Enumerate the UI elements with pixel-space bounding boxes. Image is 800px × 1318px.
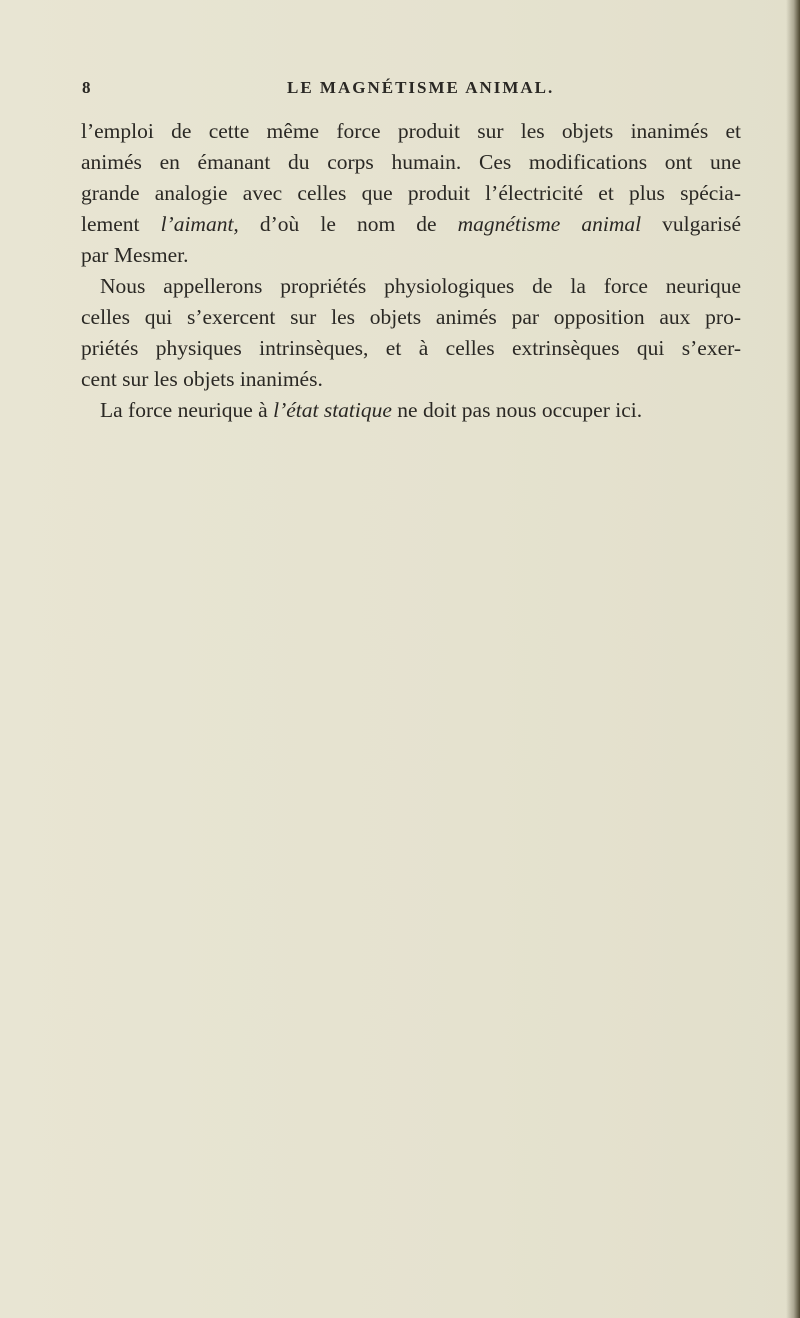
text-line <box>81 395 741 426</box>
page-edge-shadow <box>786 0 800 1318</box>
text-line: priétés physiques intrinsèques, et à celles extrinsèques qui s’exer- <box>81 336 741 360</box>
text-line: l’emploi de cette même force produit sur les objets inanimés et <box>81 119 741 143</box>
text-line: par Mesmer. <box>81 243 189 267</box>
text-run: La force neurique à <box>100 398 274 422</box>
text-line: cent sur les objets inanimés. <box>81 367 323 391</box>
page-number: 8 <box>82 78 93 97</box>
text-run: d’où le nom de <box>238 212 458 236</box>
text-run: lement <box>81 212 161 236</box>
italic-term: l’état statique <box>273 398 392 422</box>
running-head <box>82 78 738 104</box>
text-line <box>81 209 741 240</box>
body-text <box>81 116 741 426</box>
text-line: grande analogie avec celles que produit l’électricité et plus spécia- <box>81 181 741 205</box>
text-run: ne doit pas nous occuper ici. <box>391 398 643 422</box>
italic-term: l’aimant, <box>160 212 239 236</box>
text-line: Nous appellerons propriétés physiologiques de la force neurique <box>100 274 741 298</box>
text-line: celles qui s’exercent sur les objets animés par opposition aux pro- <box>81 305 741 329</box>
italic-term: magnétisme animal <box>457 212 642 236</box>
text-line: animés en émanant du corps humain. Ces modifications ont une <box>81 150 741 174</box>
text-run: vulgarisé <box>641 212 741 236</box>
running-title: LE MAGNÉTISME ANIMAL. <box>287 78 555 97</box>
